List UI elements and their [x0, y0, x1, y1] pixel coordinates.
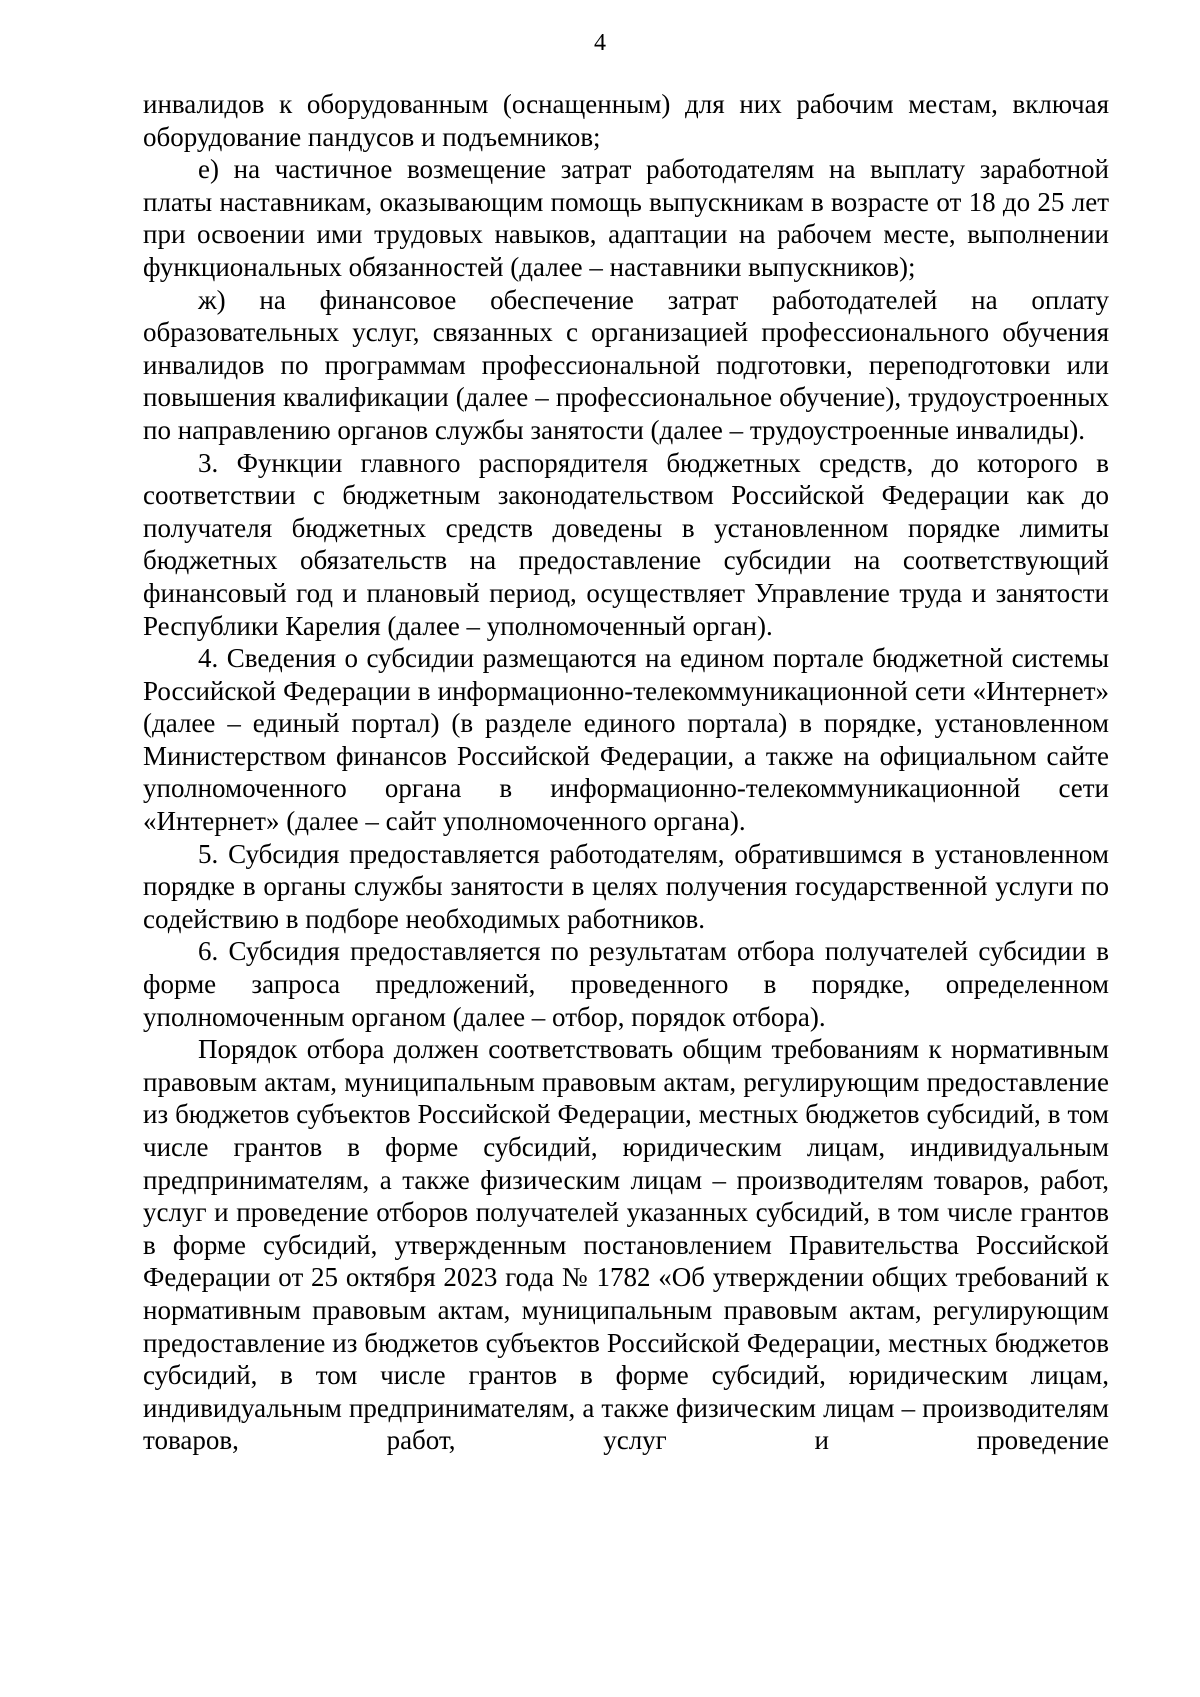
- page-number: 4: [594, 30, 606, 56]
- paragraph-5: 5. Субсидия предоставляется работодателям, обратившимся в установленном порядке в органы службы занятости в целях получения государственной услуги по содействию в подборе необходимых работников.: [143, 838, 1109, 934]
- document-body: [143, 88, 1109, 1457]
- paragraph-6: 6. Субсидия предоставляется по результатам отбора получателей субсидии в форме запроса предложений, проведенного в порядке, определенном уполномоченным органом (далее – отбор, порядок отбора).: [143, 936, 1109, 1032]
- paragraph-item-zh: ж) на финансовое обеспечение затрат работодателей на оплату образовательных услуг, связанных с организацией профессионального обучения инвалидов по программам профессиональной подготовки, переподготовки или повышения квалификации (далее – профессиональное обучение), трудоустроенных по направлению органов службы занятости (далее – трудоустроенные инвалиды).: [143, 284, 1109, 445]
- paragraph-4: 4. Сведения о субсидии размещаются на едином портале бюджетной системы Российской Федерации в информационно-телекоммуникационной сети «Интернет» (далее – единый портал) (в разделе единого портала) в порядке, установленном Министерством финансов Российской Федерации, а также на официальном сайте уполномоченного органа в информационно-телекоммуникационной сети «Интернет» (далее – сайт уполномоченного органа).: [143, 643, 1109, 837]
- paragraph-3: 3. Функции главного распорядителя бюджетных средств, до которого в соответствии с бюджетным законодательством Российской Федерации как до получателя бюджетных средств доведены в установленном порядке лимиты бюджетных обязательств на предоставление субсидии на соответствующий финансовый год и плановый период, осуществляет Управление труда и занятости Республики Карелия (далее – уполномоченный орган).: [143, 447, 1109, 641]
- paragraph-continuation: инвалидов к оборудованным (оснащенным) для них рабочим местам, включая оборудование пандусов и подъемников;: [143, 89, 1109, 152]
- paragraph-selection-procedure: Порядок отбора должен соответствовать общим требованиям к нормативным правовым актам, муниципальным правовым актам, регулирующим предоставление из бюджетов субъектов Российской Федерации, местных бюджетов субсидий, в том числе грантов в форме субсидий, юридическим лицам, индивидуальным предпринимателям, а также физическим лицам – производителям товаров, работ, услуг и проведение отборов получателей указанных субсидий, в том числе грантов в форме субсидий, утвержденным постановлением Правительства Российской Федерации от 25 октября 2023 года № 1782 «Об утверждении общих требований к нормативным правовым актам, муниципальным правовым актам, регулирующим предоставление из бюджетов субъектов Российской Федерации, местных бюджетов субсидий, в том числе грантов в форме субсидий, юридическим лицам, индивидуальным предпринимателям, а также физическим лицам – производителям товаров, работ, услуг и проведение: [143, 1034, 1109, 1456]
- paragraph-item-e: е) на частичное возмещение затрат работодателям на выплату заработной платы наставникам, оказывающим помощь выпускникам в возрасте от 18 до 25 лет при освоении ими трудовых навыков, адаптации на рабочем месте, выполнении функциональных обязанностей (далее – наставники выпускников);: [143, 154, 1109, 282]
